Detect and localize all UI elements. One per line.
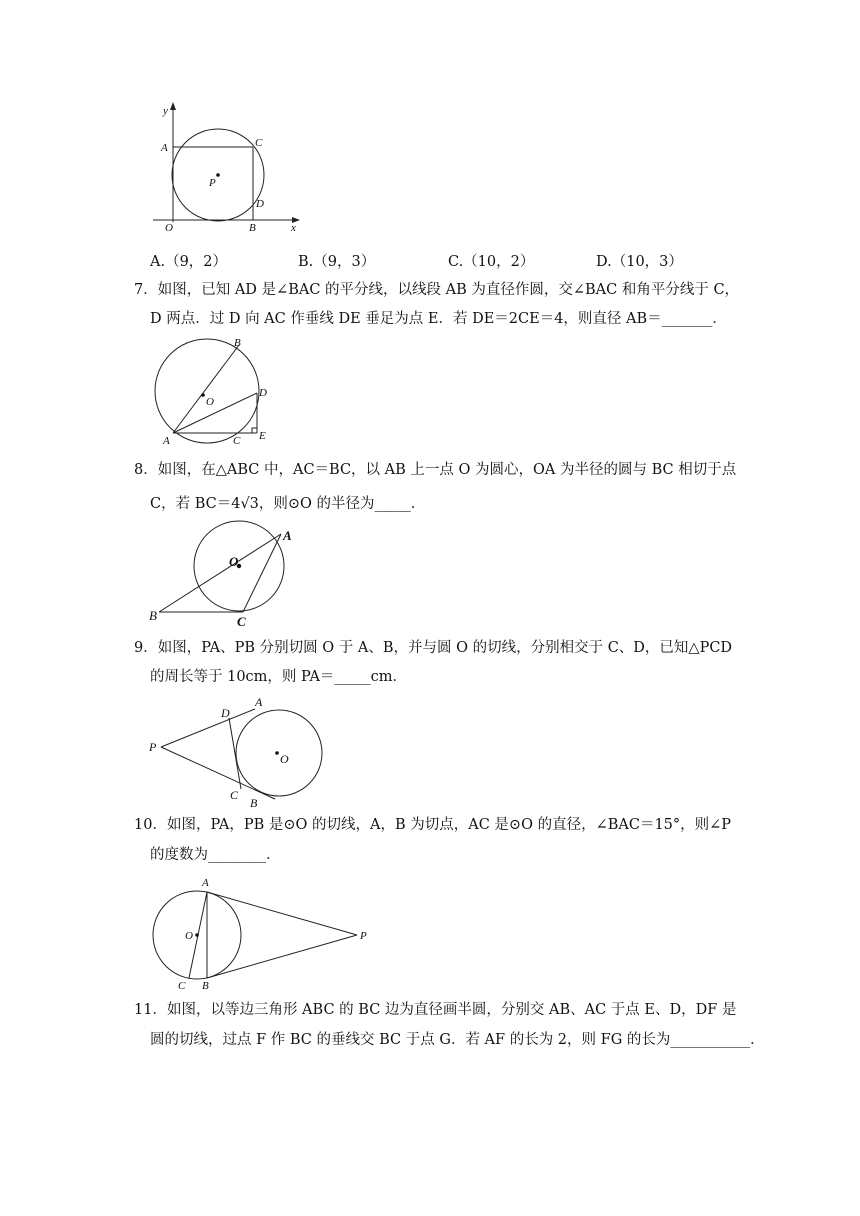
q11-line-2: 圆的切线，过点 F 作 BC 的垂线交 BC 于点 G．若 AF 的长为 2，则 FG 的长为___________． [150,1032,765,1048]
label-d: D [221,706,230,720]
label-b: B [234,337,241,349]
label-p: P [209,177,216,189]
label-c: C [237,614,246,629]
label-o: O [206,396,214,408]
q8-line-2: C，若 BC＝4√3，则⊙O 的半径为_____． [150,496,426,512]
label-b: B [250,796,258,810]
circle-o [236,710,322,796]
circle-o [155,339,259,443]
q7-line-1: 7．如图，已知 AD 是∠BAC 的平分线，以线段 AB 为直径作圆，交∠BAC 和角平分线于 C， [134,282,740,298]
label-a: A [255,695,263,709]
q6-option-b: B.（9，3） [298,254,376,270]
label-d: D [259,387,267,399]
q8-figure [143,520,303,630]
q6-figure [145,100,305,240]
q9-line-2: 的周长等于 10cm，则 PA＝_____cm． [150,669,408,685]
label-o: O [165,222,173,234]
q8-line-1: 8．如图，在△ABC 中，AC＝BC，以 AB 上一点 O 为圆心，OA 为半径的圆与 BC 相切于点 [134,462,737,478]
label-x: x [291,222,296,234]
label-a: A [161,142,168,154]
label-b: B [202,980,209,992]
q6-option-a: A.（9，2） [150,254,228,270]
q11-line-1: 11．如图，以等边三角形 ABC 的 BC 边为直径画半圆，分别交 AB、AC 于点 E、D，DF 是 [134,1002,737,1018]
q7-line-2: D 两点．过 D 向 AC 作垂线 DE 垂足为点 E．若 DE＝2CE＝4，则直径 AB＝_______． [150,311,727,327]
label-a: A [202,877,209,889]
label-a: A [163,435,170,447]
label-b: B [249,222,256,234]
label-c: C [233,435,241,447]
label-y: y [163,105,168,117]
label-o: O [280,752,289,766]
label-p: P [360,930,367,942]
label-c: C [178,980,186,992]
label-c: C [230,788,239,802]
label-c: C [255,137,263,149]
q9-figure [143,693,328,811]
q10-line-2: 的度数为________． [150,847,281,863]
q7-figure [145,333,285,448]
label-b: B [149,608,157,623]
q10-figure [145,872,375,992]
label-e: E [259,430,266,442]
label-d: D [256,198,264,210]
q10-line-1: 10．如图，PA，PB 是⊙O 的切线，A，B 为切点，AC 是⊙O 的直径，∠BAC＝15°，则∠P [134,817,732,833]
label-o: O [229,554,239,569]
label-p: P [149,740,157,754]
q6-option-c: C.（10，2） [448,254,535,270]
label-a: A [283,528,292,543]
label-o: O [185,930,193,942]
q6-option-d: D.（10，3） [596,254,683,270]
q9-line-1: 9．如图，PA、PB 分别切圆 O 于 A、B，并与圆 O 的切线，分别相交于 C、D，已知△PCD [134,640,733,656]
